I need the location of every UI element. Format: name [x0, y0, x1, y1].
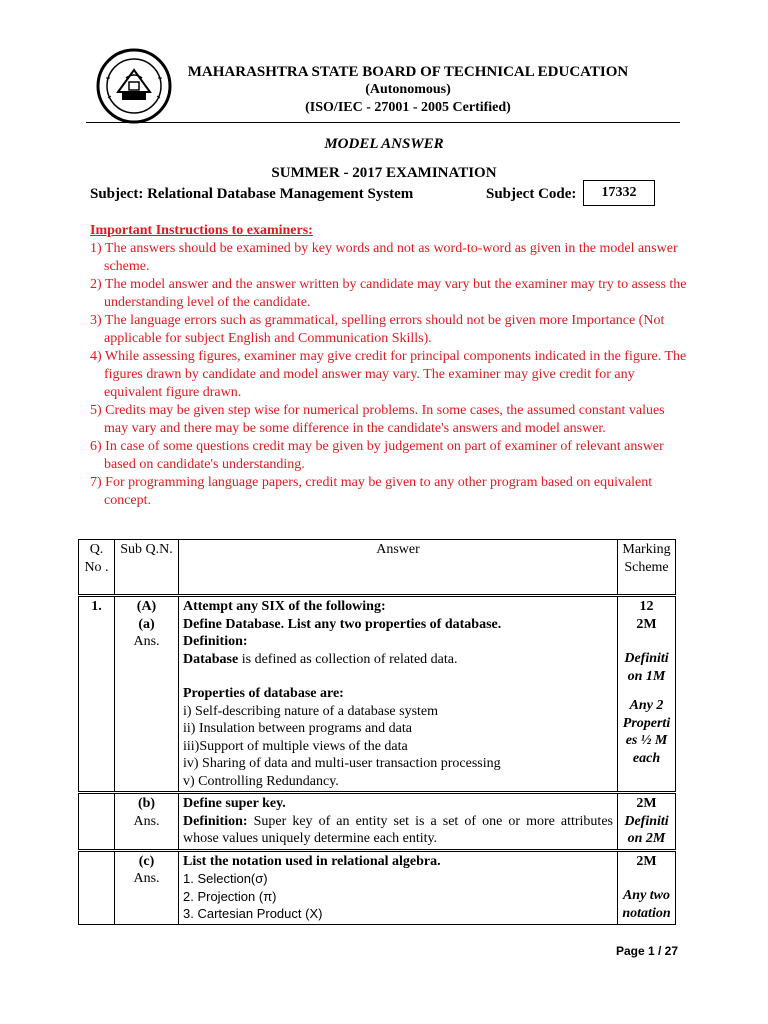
ans-label: Ans.	[133, 813, 160, 829]
marks: 2M	[636, 796, 657, 811]
marking-note: Any two notation	[622, 888, 671, 921]
exam-title: SUMMER - 2017 EXAMINATION	[271, 165, 497, 181]
instruction-item: 1) The answers should be examined by key words and not as word-to-word as given in the model answer scheme.	[90, 241, 678, 274]
table-header-row	[79, 540, 676, 596]
definition-body: is defined as collection of related data.	[238, 651, 458, 667]
property-item: ii) Insulation between programs and data	[183, 721, 412, 736]
definition-body: Super key of an entity set is a set of one or more attributes whose values uniquely determine each entity.	[183, 813, 613, 846]
subq-label: (a)	[138, 616, 155, 632]
definition-term: Database	[183, 651, 239, 667]
instructions-title: Important Instructions to examiners:	[90, 223, 313, 238]
answer-table	[78, 539, 676, 925]
ans-label: Ans.	[133, 634, 160, 649]
header-subqn: Sub Q.N.	[115, 540, 179, 596]
instruction-item: 6) In case of some questions credit may be given by judgement on part of examiner of relevant answer based on candidate's understanding.	[90, 439, 664, 472]
table-row	[79, 596, 676, 793]
question-text: Define super key.	[183, 796, 286, 811]
org-autonomous: (Autonomous)	[365, 82, 451, 97]
table-row	[79, 850, 676, 924]
subq-label: (A)	[136, 599, 157, 614]
instruction-item: 7) For programming language papers, credit may be given to any other program based on equivalent concept.	[90, 475, 653, 508]
instruction-item: 2) The model answer and the answer written by candidate may vary but the examiner may try to assess the understanding level of the candidate.	[90, 277, 687, 310]
subq-label: (b)	[137, 796, 156, 811]
header-rule	[86, 122, 680, 123]
marks-total: 12	[639, 599, 654, 614]
marking-note: Any 2 Properti es ½ M each	[622, 698, 671, 766]
section-heading: Attempt any SIX of the following:	[183, 599, 386, 614]
notation-item: 1. Selection(σ)	[183, 871, 268, 886]
definition-label: Definition:	[183, 813, 248, 829]
definition-label: Definition:	[183, 634, 248, 649]
instructions-block	[90, 222, 690, 510]
property-item: v) Controlling Redundancy.	[183, 773, 339, 789]
subject-code-label: Subject Code:	[486, 186, 577, 202]
instruction-item: 5) Credits may be given step wise for numerical problems. In some cases, the assumed constant values may vary and there may be some difference in the candidate's answers and model answer.	[90, 403, 665, 436]
marks: 2M	[636, 853, 657, 869]
instruction-item: 4) While assessing figures, examiner may give credit for principal components indicated in the figure. The figures drawn by candidate and model answer may vary. The examiner may give credit for any equivalent figure drawn.	[90, 349, 687, 400]
page-number: Page 1 / 27	[615, 944, 678, 958]
table-row	[79, 793, 676, 851]
definition-text	[183, 813, 613, 848]
org-certification: (ISO/IEC - 27001 - 2005 Certified)	[305, 100, 511, 115]
instruction-item: 3) The language errors such as grammatical, spelling errors should not be given more Importance (Not applicable for subject English and Communication Skills).	[90, 313, 665, 346]
notation-item: 3. Cartesian Product (X)	[183, 906, 323, 921]
msbte-seal-logo	[96, 48, 172, 124]
model-answer-title: MODEL ANSWER	[324, 136, 444, 152]
property-item: iv) Sharing of data and multi-user transaction processing	[183, 756, 501, 771]
header-qno: Q. No .	[79, 540, 115, 596]
header-answer: Answer	[179, 540, 618, 596]
properties-title: Properties of database are:	[183, 686, 344, 701]
org-name: MAHARASHTRA STATE BOARD OF TECHNICAL EDUCATION	[187, 64, 629, 80]
definition-text	[183, 651, 613, 669]
question-number: 1.	[79, 596, 115, 793]
question-text: List the notation used in relational algebra.	[183, 853, 441, 869]
property-item: iii)Support of multiple views of the data	[183, 738, 408, 754]
ans-label: Ans.	[133, 871, 160, 886]
subq-label: (c)	[138, 853, 155, 869]
subject-code-box: 17332	[583, 180, 655, 206]
subject-name: Subject: Relational Database Management System	[90, 186, 414, 202]
notation-item: 2. Projection (π)	[183, 888, 277, 904]
header-marking-scheme: Marking Scheme	[618, 540, 676, 596]
marking-note: Definiti on 1M	[624, 651, 669, 684]
question-text: Define Database. List any two properties of database.	[183, 616, 502, 632]
property-item: i) Self-describing nature of a database system	[183, 703, 439, 719]
marking-note: Definiti on 2M	[624, 813, 669, 846]
marks: 2M	[636, 616, 657, 632]
